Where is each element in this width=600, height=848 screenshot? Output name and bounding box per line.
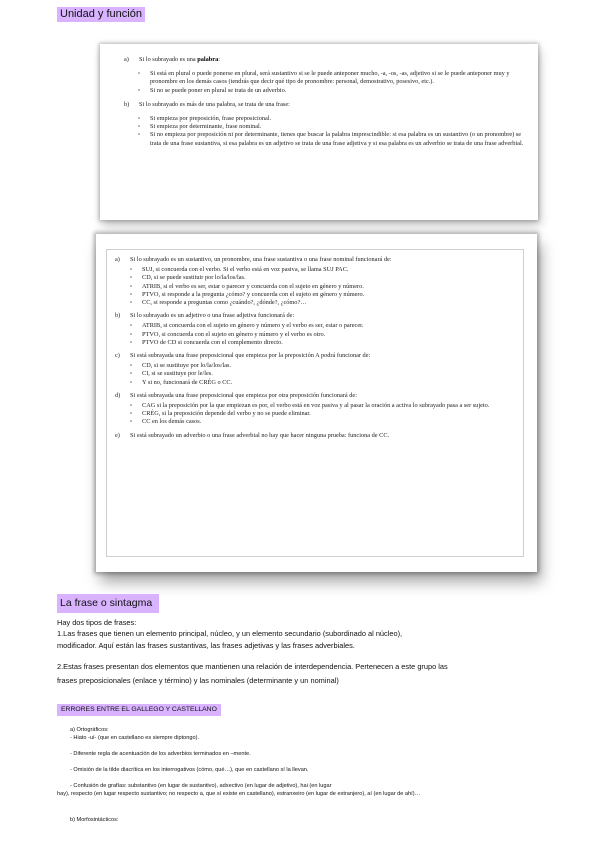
card2-b-item: ▫ PTVO de CD si concuerda con el complemento directo. <box>130 339 515 347</box>
card1-b-item: ▫ Si no empieza por preposición ni por determinante, tienes que buscar la palabra imprescindible: si esa palabra es un sustantivo (o un pronombre) se trata de una frase sustantiva, si esa palabra es un adjetivo se trata de una frase adjetiva y si esa palabra es un adverbio se trata de una frase adverbial. <box>138 131 528 147</box>
card1-b-intro: b) Si lo subrayado es más de una palabra, se trata de una frase: <box>124 100 290 108</box>
card1-a-item: ▫ Si está en plural o puede ponerse en plural, será sustantivo si se le puede anteponer mucho, -a, -os, -as, adjetivo si se le puede anteponer muy y pronombre en los demás casos (tendrás que decir qué tipo de pronombre: personal, demostrativo, posesivo, etc.). <box>138 70 528 86</box>
para2-line2: frases preposicionales (enlace y término) y las nominales (determinante y un nominal) <box>57 676 339 685</box>
para1-line1: Hay dos tipos de frases: <box>57 618 137 627</box>
card2-a-item: ▫ SUJ, si concuerda con el verbo. Si el verbo está en voz pasiva, se llama SUJ PAC. <box>130 266 515 274</box>
section-title-frase: La frase o sintagma <box>57 594 159 613</box>
card2-a-item: ▫ ATRIB, si el verbo es ser, estar o parecer y concuerda con el sujeto en género y número. <box>130 283 515 291</box>
card2-b-item: ▫ PTVO, si concuerda con el sujeto en género y número y el verbo es otro. <box>130 331 515 339</box>
errors-a-title: a) Ortográficos: <box>70 727 109 733</box>
card1-b-item: ▫ Si empieza por determinante, frase nominal. <box>138 123 528 131</box>
scanned-card-functions <box>96 234 537 572</box>
errors-a-item: - Omisión de la tilde diacrítica en los interrogativos (cómo, qué…), que en castellano sí la llevan. <box>70 767 309 773</box>
card2-c-intro: c) Si está subrayada una frase preposicional que empieza por la preposición A podrá funcionar de: <box>115 352 371 360</box>
para1-line3: modificador. Aquí están las frases sustantivas, las frases adjetivas y las frases adverbiales. <box>57 641 355 650</box>
card2-c-item: ▫ CI, si se sustituye por le/les. <box>130 370 515 378</box>
errors-b-title: b) Morfosintácticos: <box>70 817 119 823</box>
card2-d-intro: d) Si está subrayada una frase preposicional que empieza por otra preposición funcionará de: <box>115 391 357 399</box>
card2-a-item: ▫ CD, si se puede sustituir por lo/la/los/las. <box>130 274 515 282</box>
para1-line2: 1.Las frases que tienen un elemento principal, núcleo, y un elemento secundario (subordinado al núcleo), <box>57 629 403 638</box>
para2-line1: 2.Estas frases presentan dos elementos que mantienen una relación de interdependencia. Pertenecen a este grupo las <box>57 662 448 671</box>
section-title-unidad: Unidad y función <box>57 7 145 22</box>
errors-title: ERRORES ENTRE EL GALLEGO Y CASTELLANO <box>57 704 221 716</box>
card2-d-item: ▫ CC en los demás casos. <box>130 418 515 426</box>
card2-b-item: ▫ ATRIB, si concuerda con el sujeto en género y número y el verbo es ser, estar o parecer. <box>130 322 515 330</box>
card2-a-item: ▫ CC, si responde a preguntas como ¿cuándo?, ¿dónde?, ¿cómo?… <box>130 299 515 307</box>
card1-a-intro: a) Si lo subrayado es una palabra: <box>124 56 220 63</box>
card2-b-intro: b) Si lo subrayado es un adjetivo o una frase adjetiva funcionará de: <box>115 312 295 320</box>
errors-a-item-cont: hay), respecto (en lugar respecto sustantivo; no respecto a, que sí existe en castellano), estranxeiro (en lugar de extranjero), aí (en lugar de ahí)… <box>57 791 421 797</box>
card2-c-item: ▫ CD, si se sustituye por lo/la/los/las. <box>130 362 515 370</box>
card1-b-item: ▫ Si empieza por preposición, frase preposicional. <box>138 115 528 123</box>
card2-d-item: ▫ CRÉG, si la preposición depende del verbo y no se puede eliminar. <box>130 410 515 418</box>
card2-e-intro: e) Si está subrayado un adverbio o una frase adverbial no hay que hacer ninguna prueba: funciona de CC. <box>115 431 390 439</box>
card2-a-item: ▫ PTVO, si responde a la pregunta ¿cómo? y concuerda con el sujeto en género y número. <box>130 291 515 299</box>
scanned-card-word-types <box>100 44 538 220</box>
errors-a-item: - Hiato -uí- (que en castellano es siempre diptongo). <box>70 735 200 741</box>
errors-a-item: - Diferente regla de acentuación de los adverbios terminados en –mente. <box>70 751 251 757</box>
card1-a-item: ▫ Si no se puede poner en plural se trata de un adverbio. <box>138 87 528 95</box>
card2-d-item: ▫ CAG si la preposición por la que empiezan es por, el verbo está en voz pasiva y al pasar la oración a activa lo subrayado pasa a ser sujeto. <box>130 402 515 410</box>
card2-c-item: ▫ Y si no, funcionará de CRÉG o CC. <box>130 379 515 387</box>
card2-a-intro: a) Si lo subrayado es un sustantivo, un pronombre, una frase sustantiva o una frase nominal funcionará de: <box>115 256 392 263</box>
errors-a-item: - Confusión de grafías: substantivo (en lugar de sustantivo), adxectivo (en lugar de adjetivo), hai (en lugar <box>70 783 332 789</box>
